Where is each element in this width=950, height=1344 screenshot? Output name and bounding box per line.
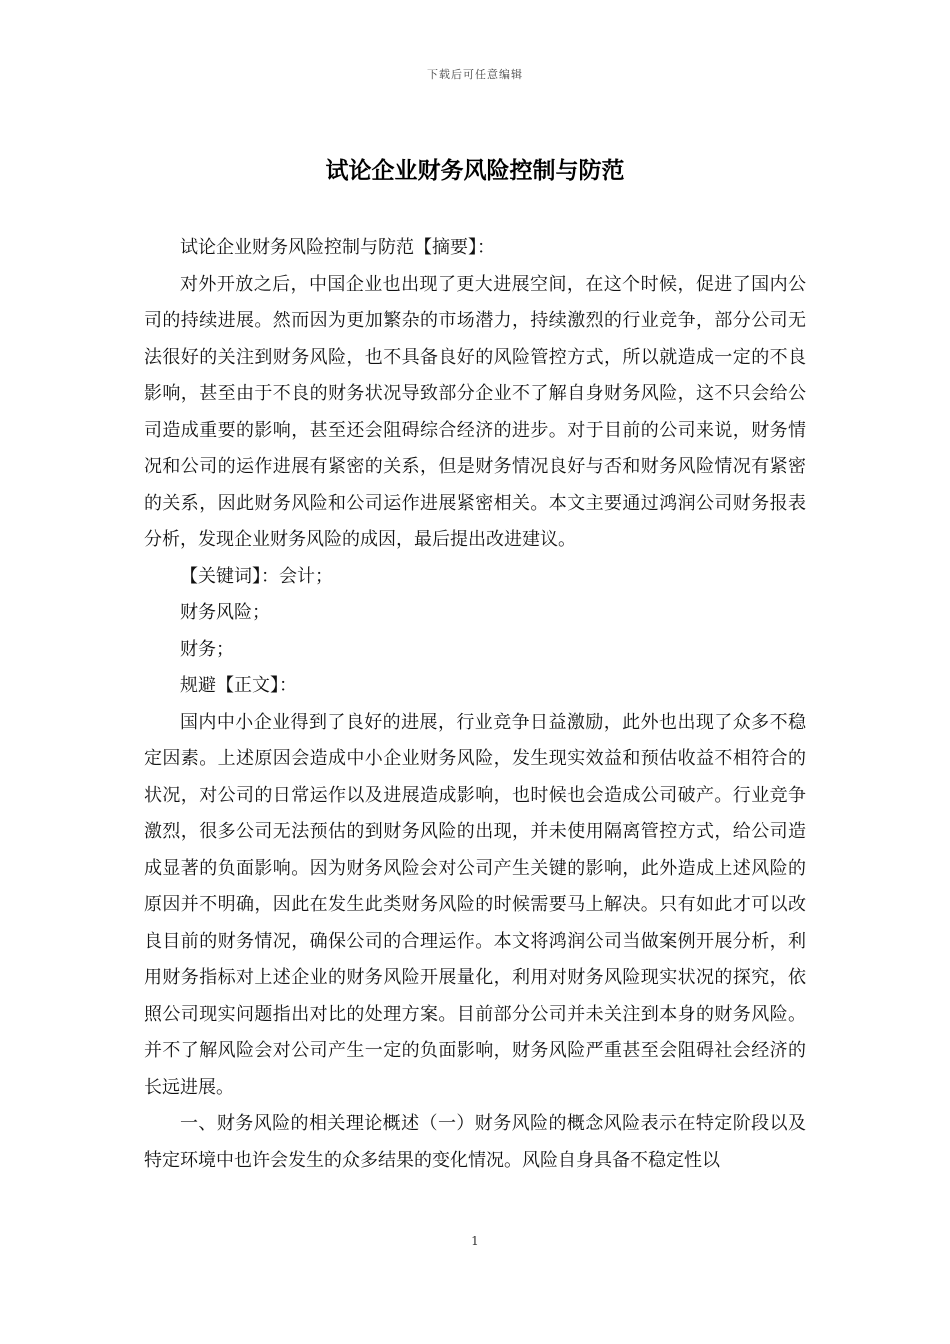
section-paragraph: 一、财务风险的相关理论概述（一）财务风险的概念风险表示在特定阶段以及特定环境中也许会发生的众多结果的变化情况。风险自身具备不稳定性以: [144, 1113, 806, 1171]
keyword-item: 财务风险；: [180, 602, 270, 623]
header-note: 下载后可任意编辑: [427, 68, 523, 81]
document-title: 试论企业财务风险控制与防范: [325, 157, 625, 184]
page-number: 1: [471, 1234, 479, 1248]
keywords-line: 【关键词】：会计；: [180, 565, 333, 587]
body-heading: 规避【正文】：: [180, 675, 297, 696]
abstract-paragraph: 对外开放之后，中国企业也出现了更大进展空间，在这个时候，促进了国内公司的持续进展。然而因为更加繁杂的市场潜力，持续激烈的行业竞争，部分公司无法很好的关注到财务风险，也不具备良好的风险管控方式，所以就造成一定的不良影响，甚至由于不良的财务状况导致部分企业不了解自身财务风险，这不只会给公司造成重要的影响，甚至还会阻碍综合经济的进步。对于目前的公司来说，财务情况和公司的运作进展有紧密的关系，但是财务情况良好与否和财务风险情况有紧密的关系，因此财务风险和公司运作进展紧密相关。本文主要通过鸿润公司财务报表分析，发现企业财务风险的成因，最后提出改进建议。: [144, 273, 806, 550]
document-body: [144, 230, 806, 1179]
body-paragraph: 国内中小企业得到了良好的进展，行业竞争日益激励，此外也出现了众多不稳定因素。上述原因会造成中小企业财务风险，发生现实效益和预估收益不相符合的状况，对公司的日常运作以及进展造成影响，也时候也会造成公司破产。行业竞争激烈，很多公司无法预估的到财务风险的出现，并未使用隔离管控方式，给公司造成显著的负面影响。因为财务风险会对公司产生关键的影响，此外造成上述风险的原因并不明确，因此在发生此类财务风险的时候需要马上解决。只有如此才可以改良目前的财务情况，确保公司的合理运作。本文将鸿润公司当做案例开展分析，利用财务指标对上述企业的财务风险开展量化，利用对财务风险现实状况的探究，依照公司现实问题指出对比的处理方案。目前部分公司并未关注到本身的财务风险。并不了解风险会对公司产生一定的负面影响，财务风险严重甚至会阻碍社会经济的长远进展。: [144, 711, 806, 1098]
abstract-heading: 试论企业财务风险控制与防范【摘要】：: [180, 237, 495, 258]
keyword-item: 财务；: [180, 638, 234, 660]
